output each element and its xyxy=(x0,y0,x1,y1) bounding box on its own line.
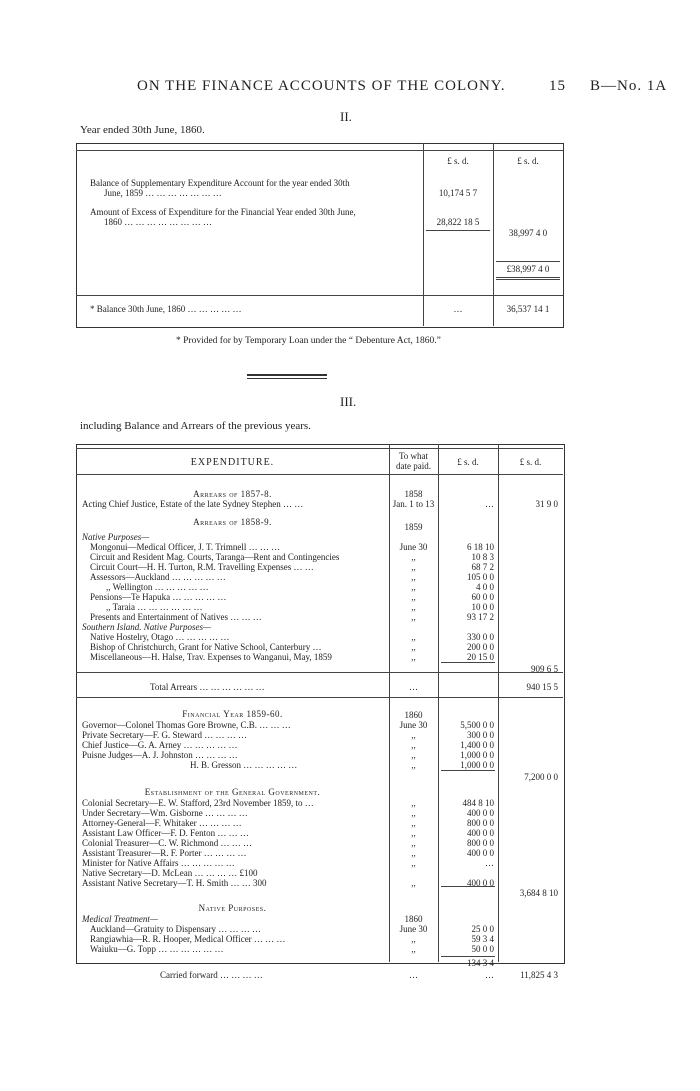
s3-row-date: ,, xyxy=(411,828,416,838)
s3-year-1858: 1858 xyxy=(404,489,423,499)
s3-row-amount: 10 0 0 xyxy=(471,602,494,612)
s3-row-amount: 20 15 0 xyxy=(467,652,494,662)
s3-row-label: Under Secretary—Wm. Gisborne … … … … xyxy=(82,808,248,818)
s3-row-label: Medical Treatment— xyxy=(82,914,158,924)
s3-row-amount: 60 0 0 xyxy=(471,592,494,602)
s2-row1-amount: 10,174 5 7 xyxy=(438,188,478,198)
s3-row-total: 11,825 4 3 xyxy=(520,970,558,980)
s3-head-expenditure: EXPENDITURE. xyxy=(190,457,275,468)
s3-row-amount: 25 0 0 xyxy=(471,924,494,934)
s3-row-date: ,, xyxy=(411,858,416,868)
s3-head-money-2: £ s. d. xyxy=(519,457,542,467)
s3-row-date: Jan. 1 to 13 xyxy=(392,499,435,509)
s3-row-date: ,, xyxy=(411,642,416,652)
s3-row-amount: 50 0 0 xyxy=(471,944,494,954)
s3-row-label: Governor—Colonel Thomas Gore Browne, C.B. … … … xyxy=(82,720,291,730)
s3-row-amount: 400 0 0 xyxy=(467,878,494,888)
s3-row-date: ,, xyxy=(411,934,416,944)
s3-row-total: 909 6 5 xyxy=(531,664,558,674)
s3-row-label: H. B. Gresson … … … … … xyxy=(190,760,298,770)
s3-row-total: 940 15 5 xyxy=(526,682,558,692)
s3-row-date: ,, xyxy=(411,878,416,888)
s3-row-label: Native Secretary—D. McLean … … … … £100 xyxy=(82,868,258,878)
s3-row-amount: … xyxy=(485,970,494,980)
s3-row-amount: 800 0 0 xyxy=(467,838,494,848)
s3-row-amount: 93 17 2 xyxy=(467,612,494,622)
s2-total: £38,997 4 0 xyxy=(506,264,550,274)
s2-footnote: * Provided for by Temporary Loan under the “ Debenture Act, 1860.” xyxy=(176,336,441,346)
s3-row-label: Carried forward … … … … xyxy=(160,970,263,980)
s3-row-date: ,, xyxy=(411,848,416,858)
s3-row-date: ,, xyxy=(411,562,416,572)
s2-row2-amount: 28,822 18 5 xyxy=(436,217,480,227)
s3-row-date: … xyxy=(409,682,418,692)
s3-row-label: Puisne Judges—A. J. Johnston … … … … xyxy=(82,750,238,760)
s3-row-label: Assistant Treasurer—R. F. Porter … … … … xyxy=(82,848,247,858)
s3-row-amount: 134 3 4 xyxy=(467,958,494,968)
s3-row-date: … xyxy=(409,970,418,980)
s3-row-label: Chief Justice—G. A. Arney … … … … … xyxy=(82,740,238,750)
s3-row-date: ,, xyxy=(411,612,416,622)
s3-row-total: 7,200 0 0 xyxy=(524,772,558,782)
s3-row-date: ,, xyxy=(411,730,416,740)
s3-row-label: Waiuku—G. Topp … … … … … … xyxy=(90,944,224,954)
s2-balance-amount: 36,537 14 1 xyxy=(506,304,550,314)
s3-row-label: Colonial Secretary—E. W. Stafford, 23rd November 1859, to … xyxy=(82,798,314,808)
s3-row-amount: 1,000 0 0 xyxy=(460,760,494,770)
s3-row-amount: … xyxy=(485,858,494,868)
page-number: 15 xyxy=(549,78,566,94)
s3-section-heading: Financial Year 1859-60. xyxy=(182,709,283,719)
s2-subtotal: 38,997 4 0 xyxy=(508,228,548,238)
s3-row-label: Miscellaneous—H. Halse, Trav. Expenses to Wanganui, May, 1859 xyxy=(90,652,332,662)
s3-row-label: Circuit and Resident Mag. Courts, Taranga—Rent and Contingencies xyxy=(90,552,340,562)
s3-row-date: June 30 xyxy=(399,542,428,552)
s3-row-date: ,, xyxy=(411,740,416,750)
s3-head-date-1: To what xyxy=(398,451,429,461)
s3-row-label: Native Purposes— xyxy=(82,532,150,542)
s3-row-label: Total Arrears … … … … … … xyxy=(150,682,265,692)
s3-row-date: ,, xyxy=(411,592,416,602)
s3-row-amount: 1,400 0 0 xyxy=(460,740,494,750)
s3-row-amount: 400 0 0 xyxy=(467,808,494,818)
s3-row-amount: 105 0 0 xyxy=(467,572,494,582)
s3-section-heading: Arrears of 1857-8. xyxy=(193,489,272,499)
s3-row-label: Colonial Treasurer—C. W. Richmond … … … xyxy=(82,838,253,848)
s3-row-amount: 800 0 0 xyxy=(467,818,494,828)
s3-row-amount: 400 0 0 xyxy=(467,848,494,858)
s3-row-amount: 5,500 0 0 xyxy=(460,720,494,730)
s3-row-label: Minister for Native Affairs … … … … … xyxy=(82,858,235,868)
s3-row-amount: 200 0 0 xyxy=(467,642,494,652)
s2-row1-line2: June, 1859 … … … … … … … xyxy=(104,188,222,198)
s3-row-label: Assessors—Auckland … … … … … xyxy=(90,572,226,582)
s3-row-total: 31 9 0 xyxy=(535,499,558,509)
section-divider xyxy=(247,374,327,376)
s3-row-label: Private Secretary—F. G. Steward … … … … xyxy=(82,730,247,740)
s3-row-label: Attorney-General—F. Whitaker … … … … xyxy=(82,818,242,828)
s3-row-amount: 10 8 3 xyxy=(471,552,494,562)
s3-row-label: Rangiawhia—R. R. Hooper, Medical Officer … … … xyxy=(90,934,286,944)
s3-row-amount: 68 7 2 xyxy=(471,562,494,572)
s3-row-date: ,, xyxy=(411,602,416,612)
s3-row-amount: 6 18 10 xyxy=(467,542,494,552)
section-3-numeral: III. xyxy=(340,394,357,409)
page-header-title: ON THE FINANCE ACCOUNTS OF THE COLONY. xyxy=(137,78,506,94)
s3-section-heading: Native Purposes. xyxy=(198,903,267,913)
s3-row-date: ,, xyxy=(411,582,416,592)
s3-row-label: Acting Chief Justice, Estate of the late Sydney Stephen … … xyxy=(82,499,304,509)
s3-row-date: ,, xyxy=(411,944,416,954)
s3-row-label: Presents and Entertainment of Natives … … … xyxy=(90,612,262,622)
s3-row-total: 3,684 8 10 xyxy=(519,888,558,898)
s3-row-label: Southern Island. Native Purposes— xyxy=(82,622,211,632)
s3-row-date: ,, xyxy=(411,808,416,818)
s3-row-amount: 300 0 0 xyxy=(467,730,494,740)
s3-row-amount: … xyxy=(485,499,494,509)
s3-row-label: Circuit Court—H. H. Turton, R.M. Travelling Expenses … … xyxy=(90,562,314,572)
s3-row-date: ,, xyxy=(411,818,416,828)
s3-row-date: June 30 xyxy=(399,924,428,934)
s3-section-heading: Establishment of the General Government. xyxy=(144,787,321,797)
s3-row-date: June 30 xyxy=(399,720,428,730)
s3-row-label: Assistant Native Secretary—T. H. Smith … … 300 xyxy=(82,878,267,888)
s3-row-date: ,, xyxy=(411,760,416,770)
s3-head-money-1: £ s. d. xyxy=(457,457,479,467)
s3-row-date: ,, xyxy=(411,798,416,808)
s3-row-amount: 4 0 0 xyxy=(476,582,494,592)
s3-row-date: ,, xyxy=(411,572,416,582)
s2-row2-line1: Amount of Excess of Expenditure for the Financial Year ended 30th June, xyxy=(90,207,356,217)
s3-row-label: Bishop of Christchurch, Grant for Native School, Canterbury … xyxy=(90,642,322,652)
s3-row-amount: 59 3 4 xyxy=(471,934,494,944)
document-reference: B—No. 1A xyxy=(590,78,668,94)
s3-section-heading: Arrears of 1858-9. xyxy=(193,517,272,527)
s3-row-label: Native Hostelry, Otago … … … … … xyxy=(90,632,230,642)
s2-balance-label: * Balance 30th June, 1860 … … … … … xyxy=(90,304,242,314)
s2-col-head-2: £ s. d. xyxy=(517,156,539,166)
s3-row-label: Assistant Law Officer—F. D. Fenton … … … xyxy=(82,828,249,838)
s3-row-label: Mongonui—Medical Officer, J. T. Trimnell … … … xyxy=(90,542,281,552)
section-2-table xyxy=(76,143,564,328)
s2-row1-line1: Balance of Supplementary Expenditure Account for the year ended 30th xyxy=(90,178,350,188)
s2-balance-dots: … xyxy=(453,304,463,314)
s3-year-1859: 1859 xyxy=(404,522,423,532)
section-2-subtitle: Year ended 30th June, 1860. xyxy=(80,124,205,136)
s3-row-date: ,, xyxy=(411,750,416,760)
s3-row-label: ,, Taraia … … … … … … xyxy=(106,602,203,612)
section-3-subtitle: including Balance and Arrears of the previous years. xyxy=(80,420,311,432)
s3-row-amount: 400 0 0 xyxy=(467,828,494,838)
s3-row-date: ,, xyxy=(411,652,416,662)
s3-year-1860: 1860 xyxy=(404,710,423,720)
s3-row-date: ,, xyxy=(411,552,416,562)
s3-row-label: Auckland—Gratuity to Dispensary … … … … xyxy=(90,924,261,934)
s3-row-date: ,, xyxy=(411,632,416,642)
s3-row-label: Pensions—Te Hapuka … … … … … xyxy=(90,592,227,602)
s2-row2-line2: 1860 … … … … … … … … xyxy=(104,217,212,227)
s3-row-label: ,, Wellington … … … … … xyxy=(106,582,209,592)
s3-row-amount: 330 0 0 xyxy=(467,632,494,642)
s3-row-date: 1860 xyxy=(404,914,423,924)
s3-row-amount: 484 8 10 xyxy=(462,798,494,808)
s3-row-amount: 1,000 0 0 xyxy=(460,750,494,760)
s3-row-date: ,, xyxy=(411,838,416,848)
s3-head-date-2: date paid. xyxy=(396,461,431,471)
section-2-numeral: II. xyxy=(340,109,352,124)
s2-col-head-1: £ s. d. xyxy=(447,156,469,166)
